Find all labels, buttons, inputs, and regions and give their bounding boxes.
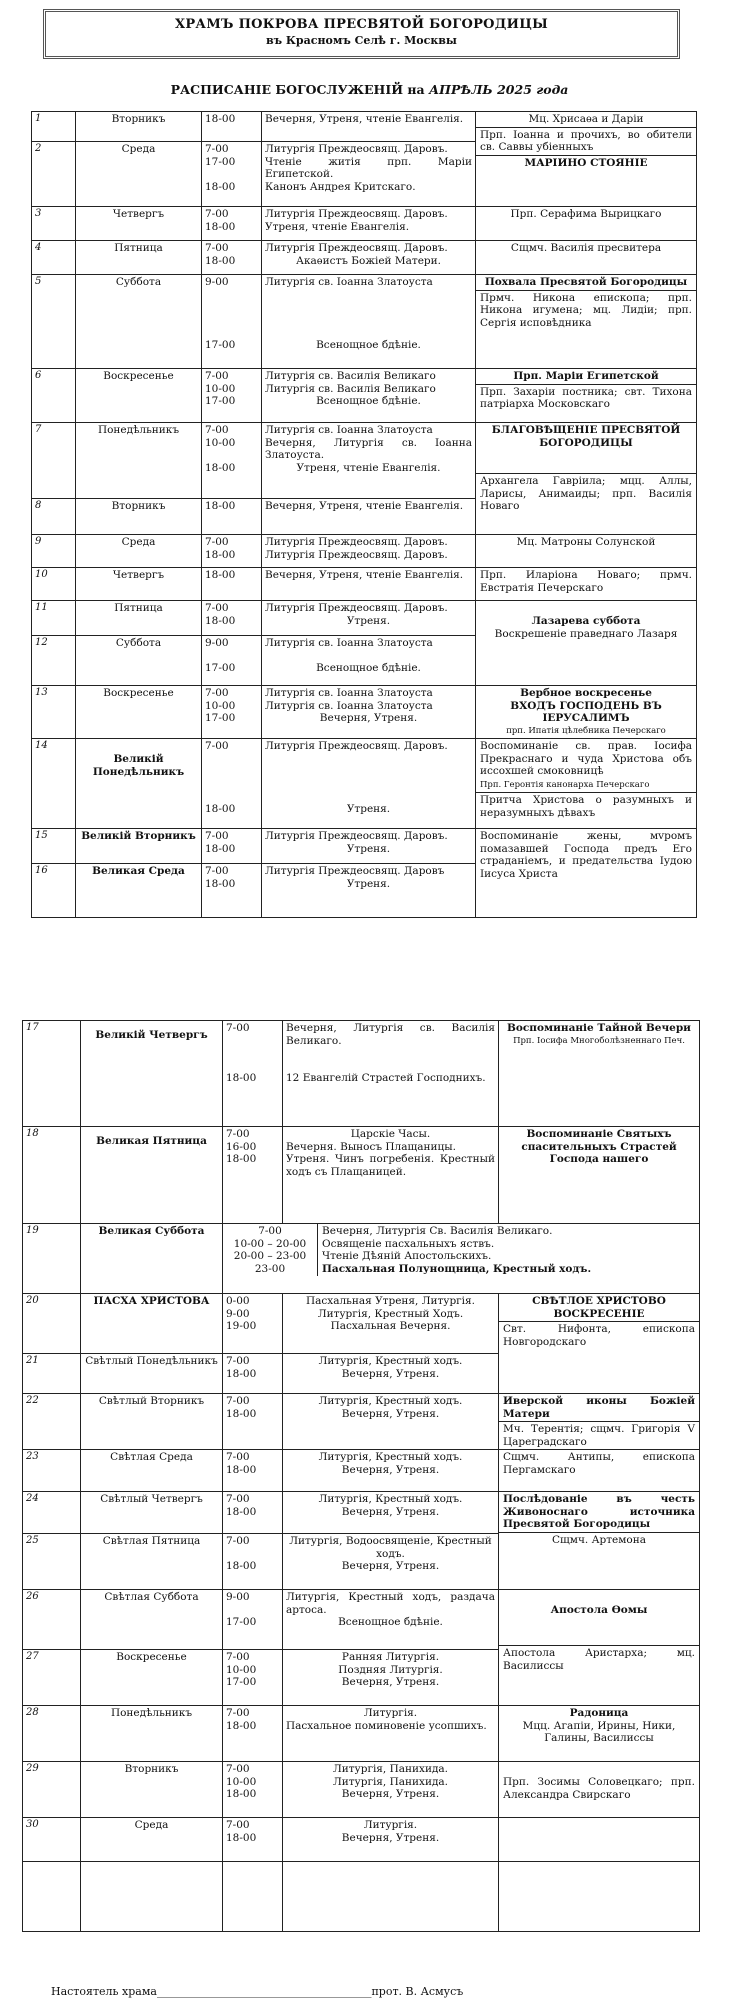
table-row [23,1021,700,1127]
church-header [43,9,680,59]
services: Вечерня, Литургія св. Василія Великаго. 12 Евангелій Страстей Господнихъ. [283,1021,499,1127]
commemorations: Прп. Зосимы Соловецкаго; прп. Александра Свирскаго [499,1762,700,1818]
times: 7-00 18-00 [223,1492,283,1534]
weekday: Свѣтлый Вторникъ [81,1394,223,1450]
services: Литургія, Водоосвященіе, Крестный ходъ. Вечерня, Утреня. [283,1534,499,1590]
services: Литургія, Крестный ходъ, раздача артоса. Всенощное бдѣніе. [283,1590,499,1650]
times: 7-00 18-00 [202,739,262,829]
title-prefix: РАСПИСАНІЕ БОГОСЛУЖЕНІЙ на [170,82,425,97]
church-location: въ Красномъ Селѣ г. Москвы [266,34,457,47]
services: Вечерня, Утреня, чтеніе Евангелія. [262,112,476,142]
weekday: Суббота [76,275,202,369]
commemorations: Прп. Иларіона Новаго; прмч. Евстратія Печерскаго [476,568,697,601]
weekday: ПАСХА ХРИСТОВА [81,1294,223,1354]
services-combined: 7-00 10-00 – 20-00 20-00 – 23-00 23-00 Вечерня, Литургія Св. Василія Великаго. Освященіе пасхальныхъ яствъ. Чтеніе Дѣяній Апостольскихъ. Пасхальная Полунощница, Крестный ходъ. [223,1224,700,1294]
day-number: 21 [23,1354,81,1394]
day-number: 10 [32,568,76,601]
times: 7-00 16-00 18-00 [223,1127,283,1224]
times: 7-00 10-00 17-00 [202,686,262,739]
times: 7-00 18-00 [202,601,262,636]
weekday: Вторникъ [76,499,202,535]
weekday: Свѣтлая Среда [81,1450,223,1492]
signature-blank: _______________________________________ [156,1985,372,1998]
day-number: 30 [23,1818,81,1862]
services: Литургія Преждеосвящ. Даровъ. Утреня. [262,829,476,864]
table-row [32,423,697,499]
weekday: Воскресенье [76,686,202,739]
weekday: Великая Пятница [81,1127,223,1224]
services: Литургія св. Іоанна Златоуста Всенощное бдѣніе. [262,275,476,369]
table-row [32,112,697,142]
weekday: Вторникъ [81,1762,223,1818]
schedule-table-part2 [22,1020,700,1932]
table-row [23,1394,700,1450]
rector-name: прот. В. Асмусъ [371,1985,464,1998]
weekday: Воскресенье [76,369,202,423]
weekday: Среда [76,142,202,207]
services: Литургія Преждеосвящ. Даровъ. Акаѳистъ Божіей Матери. [262,241,476,275]
table-row [32,275,697,369]
table-row [32,369,697,423]
day-number: 24 [23,1492,81,1534]
day-number: 22 [23,1394,81,1450]
signature-line [51,1985,463,1998]
commemorations [499,1818,700,1862]
table-row [23,1706,700,1762]
times: 7-00 18-00 [202,829,262,864]
weekday: Среда [81,1818,223,1862]
table-row [23,1590,700,1650]
day-number: 14 [32,739,76,829]
table-row [32,601,697,636]
day-number: 8 [32,499,76,535]
weekday: Великій Четвергъ [81,1021,223,1127]
services: Вечерня, Утреня, чтеніе Евангелія. [262,499,476,535]
weekday: Вторникъ [76,112,202,142]
day-number: 20 [23,1294,81,1354]
table-row [23,1818,700,1862]
commemorations: Воспоминаніе жены, мvромъ помазавшей Господа предъ Его страданіемъ, и предательства Іудою Іисуса Христа [476,829,697,918]
services: Пасхальная Утреня, Литургія. Литургія, Крестный Ходъ. Пасхальная Вечерня. [283,1294,499,1354]
schedule-title [0,82,739,97]
table-row [23,1224,700,1294]
services: Царскіе Часы. Вечерня. Выносъ Плащаницы. Утреня. Чинъ погребенія. Крестный ходъ съ Плащаницей. [283,1127,499,1224]
times: 7-00 10-00 18-00 [202,423,262,499]
commemorations: Воспоминаніе Тайной Вечери Прп. Іосифа Многоболѣзненнаго Печ. [499,1021,700,1127]
commemorations: БЛАГОВѢЩЕНІЕ ПРЕСВЯТОЙ БОГОРОДИЦЫ Архангела Гавріила; мцц. Аллы, Ларисы, Анимаиды; прп. Василія Новаго [476,423,697,535]
times: 9-00 17-00 [223,1590,283,1650]
times: 7-00 18-00 [223,1394,283,1450]
table-row [32,535,697,568]
times: 7-00 18-00 [223,1706,283,1762]
services: Вечерня, Утреня, чтеніе Евангелія. [262,568,476,601]
weekday: Великая Среда [76,864,202,918]
day-number: 26 [23,1590,81,1650]
weekday: Свѣтлый Понедѣльникъ [81,1354,223,1394]
table-row [23,1294,700,1354]
day-number: 12 [32,636,76,686]
weekday: Среда [76,535,202,568]
services: Литургія св. Василія Великаго Литургія св. Василія Великаго Всенощное бдѣніе. [262,369,476,423]
times: 0-00 9-00 19-00 [223,1294,283,1354]
services: Литургія, Панихида. Литургія, Панихида. Вечерня, Утреня. [283,1762,499,1818]
services: Литургія Преждеосвящ. Даровъ. Утреня. [262,739,476,829]
weekday: Понедѣльникъ [76,423,202,499]
weekday: Свѣтлая Пятница [81,1534,223,1590]
times: 7-00 18-00 [202,535,262,568]
weekday: Четвергъ [76,568,202,601]
day-number: 23 [23,1450,81,1492]
commemorations: Воспоминаніе Святыхъ спасительныхъ Страстей Господа нашего [499,1127,700,1224]
times: 18-00 [202,568,262,601]
times: 7-00 18-00 [202,864,262,918]
times: 7-00 10-00 17-00 [223,1650,283,1706]
church-name: ХРАМЪ ПОКРОВА ПРЕСВЯТОЙ БОГОРОДИЦЫ [174,17,549,32]
times: 7-00 18-00 [223,1534,283,1590]
commemorations: Вербное воскресенье ВХОДЪ ГОСПОДЕНЬ ВЪ ІЕРУСАЛИМЪ прп. Ипатія цѣлебника Печерскаго [476,686,697,739]
table-row [32,686,697,739]
services: Литургія Преждеосвящ. Даровъ. Литургія Преждеосвящ. Даровъ. [262,535,476,568]
services: Литургія св. Іоанна Златоуста Вечерня, Литургія св. Іоанна Златоуста. Утреня, чтеніе Евангелія. [262,423,476,499]
weekday: Свѣтлый Четвергъ [81,1492,223,1534]
times: 7-00 10-00 17-00 [202,369,262,423]
services: Литургія Преждеосвящ. Даровъ. Чтеніе житія прп. Маріи Египетской. Канонъ Андрея Критскаго. [262,142,476,207]
day-number: 17 [23,1021,81,1127]
commemorations: Иверской иконы Божіей Матери Мч. Терентія; сщмч. Григорія V Цареградскаго [499,1394,700,1450]
times: 18-00 [202,499,262,535]
table-row [23,1762,700,1818]
services: Литургія, Крестный ходъ. Вечерня, Утреня. [283,1492,499,1534]
table-row [23,1492,700,1534]
day-number: 15 [32,829,76,864]
weekday: Великій Вторникъ [76,829,202,864]
services: Литургія. Вечерня, Утреня. [283,1818,499,1862]
times: 7-00 17-00 18-00 [202,142,262,207]
times: 7-00 18-00 [223,1021,283,1127]
day-number: 28 [23,1706,81,1762]
day-number: 5 [32,275,76,369]
services: Литургія св. Іоанна Златоуста Всенощное бдѣніе. [262,636,476,686]
commemorations: Сщмч. Василія пресвитера [476,241,697,275]
commemorations: Апостола Ѳомы Апостола Аристарха; мц. Василиссы [499,1590,700,1706]
commemorations: Лазарева суббота Воскрешеніе праведнаго Лазаря [476,601,697,686]
services: Ранняя Литургія. Поздняя Литургія. Вечерня, Утреня. [283,1650,499,1706]
commemorations: Воспоминаніе св. прав. Іосифа Прекраснаго и чуда Христова объ иссохшей смоковницѣ Прп. Геронтія канонарха Печерскаго Притча Христова о разумныхъ и неразумныхъ дѣвахъ [476,739,697,829]
services: Литургія Преждеосвящ. Даровъ. Утреня, чтеніе Евангелія. [262,207,476,241]
commemorations: Мц. Хрисаѳа и Даріи Прп. Іоанна и прочихъ, во обители св. Саввы убіенныхъ МАРІИНО СТОЯНІЕ [476,112,697,207]
services: Литургія Преждеосвящ. Даровъ. Утреня. [262,601,476,636]
weekday: Великій Понедѣльникъ [76,739,202,829]
times: 7-00 18-00 [223,1818,283,1862]
commemorations: Послѣдованіе въ честь Живоноснаго источника Пресвятой Богородицы Сщмч. Артемона [499,1492,700,1590]
day-number: 9 [32,535,76,568]
times: 18-00 [202,112,262,142]
day-number: 6 [32,369,76,423]
services: Литургія св. Іоанна Златоуста Литургія св. Іоанна Златоуста Вечерня, Утреня. [262,686,476,739]
day-number: 2 [32,142,76,207]
day-number: 25 [23,1534,81,1590]
services: Литургія, Крестный ходъ. Вечерня, Утреня. [283,1394,499,1450]
table-row [32,241,697,275]
weekday: Пятница [76,241,202,275]
weekday: Пятница [76,601,202,636]
weekday: Великая Суббота [81,1224,223,1294]
commemorations: Похвала Пресвятой Богородицы Прмч. Никона епископа; прп. Никона игумена; мц. Лидіи; прп. Сергія исповѣдника [476,275,697,369]
services: Литургія, Крестный ходъ. Вечерня, Утреня. [283,1354,499,1394]
weekday: Свѣтлая Суббота [81,1590,223,1650]
day-number: 29 [23,1762,81,1818]
day-number: 7 [32,423,76,499]
day-number: 11 [32,601,76,636]
table-empty-row [23,1862,700,1932]
day-number: 3 [32,207,76,241]
commemorations: Прп. Маріи Египетской Прп. Захаріи постника; свт. Тихона патріарха Московскаго [476,369,697,423]
table-row [23,1127,700,1224]
services: Литургія. Пасхальное поминовеніе усопшихъ. [283,1706,499,1762]
day-number: 16 [32,864,76,918]
times: 7-00 18-00 [202,241,262,275]
commemorations: Сщмч. Антипы, епископа Пергамскаго [499,1450,700,1492]
services: Литургія, Крестный ходъ. Вечерня, Утреня. [283,1450,499,1492]
day-number: 13 [32,686,76,739]
rector-label: Настоятель храма [51,1985,157,1998]
commemorations: Мц. Матроны Солунской [476,535,697,568]
services: Литургія Преждеосвящ. Даровъ Утреня. [262,864,476,918]
times: 7-00 10-00 18-00 [223,1762,283,1818]
title-month: АПРѢЛЬ [428,82,493,97]
commemorations: Радоница Мцц. Агапіи, Ирины, Ники, Галины, Василиссы [499,1706,700,1762]
table-row [32,207,697,241]
table-row [32,568,697,601]
times: 7-00 18-00 [223,1354,283,1394]
weekday: Понедѣльникъ [81,1706,223,1762]
times: 7-00 18-00 [223,1450,283,1492]
day-number: 18 [23,1127,81,1224]
times: 9-00 17-00 [202,636,262,686]
day-number: 19 [23,1224,81,1294]
commemorations: СВѢТЛОЕ ХРИСТОВО ВОСКРЕСЕНІЕ Свт. Нифонта, епископа Новгородскаго [499,1294,700,1394]
times: 9-00 17-00 [202,275,262,369]
schedule-table-part1 [31,111,697,918]
times: 7-00 18-00 [202,207,262,241]
weekday: Суббота [76,636,202,686]
day-number: 27 [23,1650,81,1706]
day-number: 1 [32,112,76,142]
table-row [32,739,697,829]
title-year: 2025 года [497,82,569,97]
commemorations: Прп. Серафима Вырицкаго [476,207,697,241]
table-row [32,829,697,864]
day-number: 4 [32,241,76,275]
table-row [23,1450,700,1492]
weekday: Четвергъ [76,207,202,241]
weekday: Воскресенье [81,1650,223,1706]
